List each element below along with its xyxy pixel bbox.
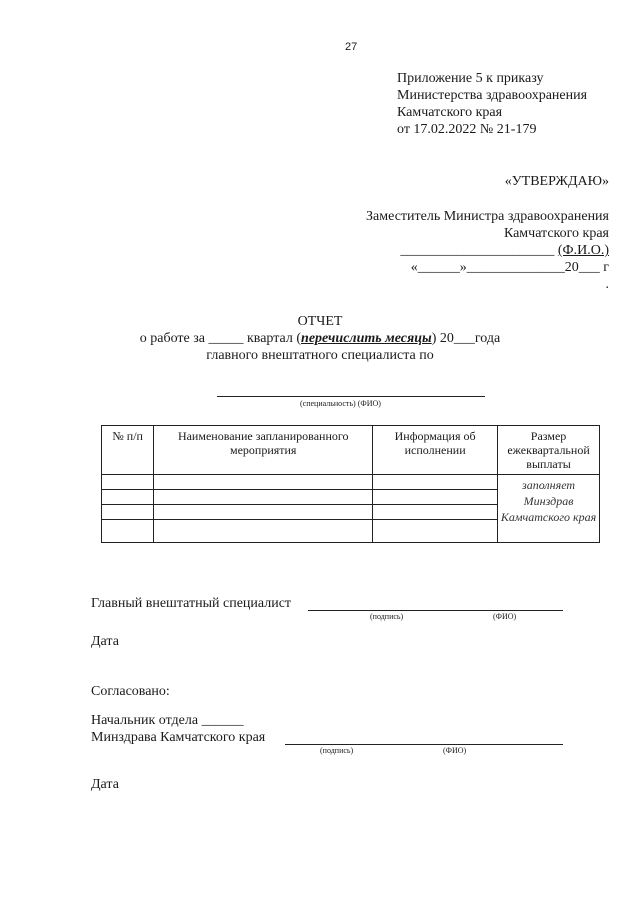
specialty-caption: (специальность) (ФИО) <box>300 399 381 408</box>
report-specialist-line: главного внештатного специалиста по <box>206 348 434 363</box>
deputy-fio-line <box>366 242 609 259</box>
deputy-block <box>366 208 609 293</box>
approve-heading: «УТВЕРЖДАЮ» <box>504 174 609 189</box>
fio-label: (Ф.И.О.) <box>557 243 609 258</box>
report-subtitle: о работе за _____ квартал (перечислить месяцы) 20___года <box>139 331 501 346</box>
table-cell <box>154 505 373 520</box>
col-info: Информация об исполнении <box>373 426 498 475</box>
chief-specialist-label: Главный внештатный специалист <box>91 596 292 611</box>
signature-line <box>308 610 563 611</box>
table-cell <box>154 475 373 490</box>
col-event: Наименование запланированного мероприятия <box>154 426 373 475</box>
deputy-line-2: Камчатского края <box>503 226 609 241</box>
department-head-line: Начальник отдела ______ <box>91 713 244 728</box>
deputy-line-1: Заместитель Министра здравоохранения <box>366 209 609 224</box>
signature-podpis-caption: (подпись) <box>370 612 404 621</box>
table-row <box>102 475 600 490</box>
table-cell <box>154 520 373 543</box>
specialty-line <box>217 396 485 397</box>
signature-date: Дата <box>91 634 119 649</box>
agreed-fio-caption: (ФИО) <box>443 746 467 755</box>
agreed-date: Дата <box>91 777 119 792</box>
table-cell <box>373 490 498 505</box>
report-title: ОТЧЕТ <box>297 314 343 329</box>
agreed-podpis-caption: (подпись) <box>320 746 354 755</box>
annex-line-3: Камчатского края <box>397 105 503 120</box>
table-header-row <box>102 426 600 475</box>
annex-line-1: Приложение 5 к приказу <box>397 71 544 86</box>
deputy-dot: . <box>605 277 609 292</box>
annex-line-2: Министерства здравоохранения <box>397 88 588 103</box>
agreed-signature-line <box>285 744 563 745</box>
table-cell <box>102 490 154 505</box>
col-payment: Размер ежеквартальной выплаты <box>498 426 600 475</box>
months-hint: перечислить месяцы <box>301 331 432 346</box>
signature-fio-caption: (ФИО) <box>493 612 517 621</box>
col-number: № п/п <box>102 426 154 475</box>
report-table <box>101 425 600 543</box>
payment-note: заполняет Минздрав Камчатского края <box>498 475 600 543</box>
page-number: 27 <box>345 41 358 53</box>
fio-blank: ______________________ <box>400 243 555 258</box>
table-cell <box>154 490 373 505</box>
table-cell <box>373 475 498 490</box>
table-cell <box>102 475 154 490</box>
table-cell <box>102 520 154 543</box>
deputy-date-line: «______»______________20___ г <box>410 260 609 275</box>
annex-block <box>397 70 587 138</box>
table-cell <box>373 520 498 543</box>
ministry-line: Минздрава Камчатского края <box>91 730 266 745</box>
table-cell <box>102 505 154 520</box>
table-cell <box>373 505 498 520</box>
agreed-label: Согласовано: <box>91 684 170 699</box>
annex-line-4: от 17.02.2022 № 21-179 <box>397 122 537 137</box>
